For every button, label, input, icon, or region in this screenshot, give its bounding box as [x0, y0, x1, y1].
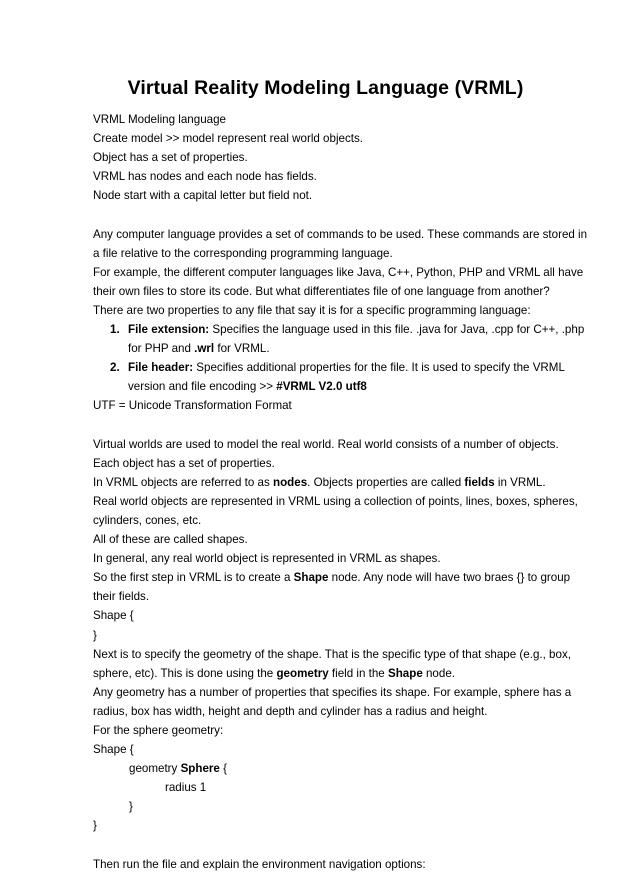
code-line: geometry Sphere { [129, 762, 227, 776]
text-line: Real world objects are represented in VRML using a collection of points, lines, boxes, spheres, [93, 494, 578, 508]
text-line: radius, box has width, height and depth and cylinder has a radius and height. [93, 704, 488, 718]
list-item-line: File extension: Specifies the language used in this file. .java for Java, .cpp for C++, .php [128, 323, 585, 337]
code-line: radius 1 [165, 781, 207, 795]
code-line: } [93, 628, 97, 642]
list-number: 1. [110, 323, 120, 337]
text-line: Next is to specify the geometry of the shape. That is the specific type of that shape (e.g., box, [93, 647, 571, 661]
text-line: Any computer language provides a set of commands to be used. These commands are stored in [93, 227, 588, 241]
text-line: For the sphere geometry: [93, 724, 224, 737]
text-line: There are two properties to any file that say it is for a specific programming language: [93, 303, 531, 317]
paragraph-gap [93, 205, 558, 224]
text-line: All of these are called shapes. [93, 533, 248, 547]
list-item [93, 320, 585, 358]
code-line: Shape { [93, 743, 134, 757]
text-line: Each object has a set of properties. [93, 456, 275, 470]
text-line: their fields. [93, 590, 150, 604]
file-properties-list [93, 320, 585, 396]
text-line: VRML has nodes and each node has fields. [93, 170, 317, 184]
text-line: their own files to store its code. But what differentiates file of one language from another? [93, 284, 550, 298]
text-line: Any geometry has a number of properties that specifies its shape. For example, sphere has a [93, 685, 572, 699]
text-line: So the first step in VRML is to create a Shape node. Any node will have two braes {} to group [93, 571, 571, 585]
code-line: Shape { [93, 609, 134, 623]
page-title: Virtual Reality Modeling Language (VRML) [127, 77, 524, 99]
list-item-line: File header: Specifies additional properties for the file. It is used to specify the VRML [128, 361, 565, 375]
text-line: Create model >> model represent real world objects. [93, 132, 364, 146]
list-item-line: for PHP and .wrl for VRML. [128, 342, 270, 356]
list-item [93, 358, 565, 396]
text-line: cylinders, cones, etc. [93, 513, 202, 527]
text-line: Then run the file and explain the environment navigation options: [93, 857, 426, 871]
term: File header: [128, 361, 194, 375]
document-body [93, 110, 588, 874]
text-line: Node start with a capital letter but field not. [93, 189, 313, 203]
text-line: Object has a set of properties. [93, 151, 248, 165]
text-line: a file relative to the corresponding programming language. [93, 246, 393, 260]
list-item-line: version and file encoding >> #VRML V2.0 utf8 [128, 380, 367, 394]
text-line: In VRML objects are referred to as nodes. Objects properties are called fields in VRML. [93, 475, 546, 489]
list-number: 2. [110, 361, 120, 375]
text-line: For example, the different computer languages like Java, C++, Python, PHP and VRML all have [93, 265, 584, 279]
text-line: UTF = Unicode Transformation Format [93, 399, 292, 413]
text-line: VRML Modeling language [93, 113, 226, 126]
text-line: sphere, etc). This is done using the geometry field in the Shape node. [93, 666, 455, 680]
paragraph-gap [93, 836, 558, 855]
paragraph-gap [93, 416, 558, 435]
text-line: Virtual worlds are used to model the real world. Real world consists of a number of objects. [93, 437, 559, 451]
text-line: In general, any real world object is represented in VRML as shapes. [93, 552, 441, 566]
code-line: } [129, 800, 133, 814]
code-line: } [93, 819, 97, 833]
term: File extension: [128, 323, 210, 337]
